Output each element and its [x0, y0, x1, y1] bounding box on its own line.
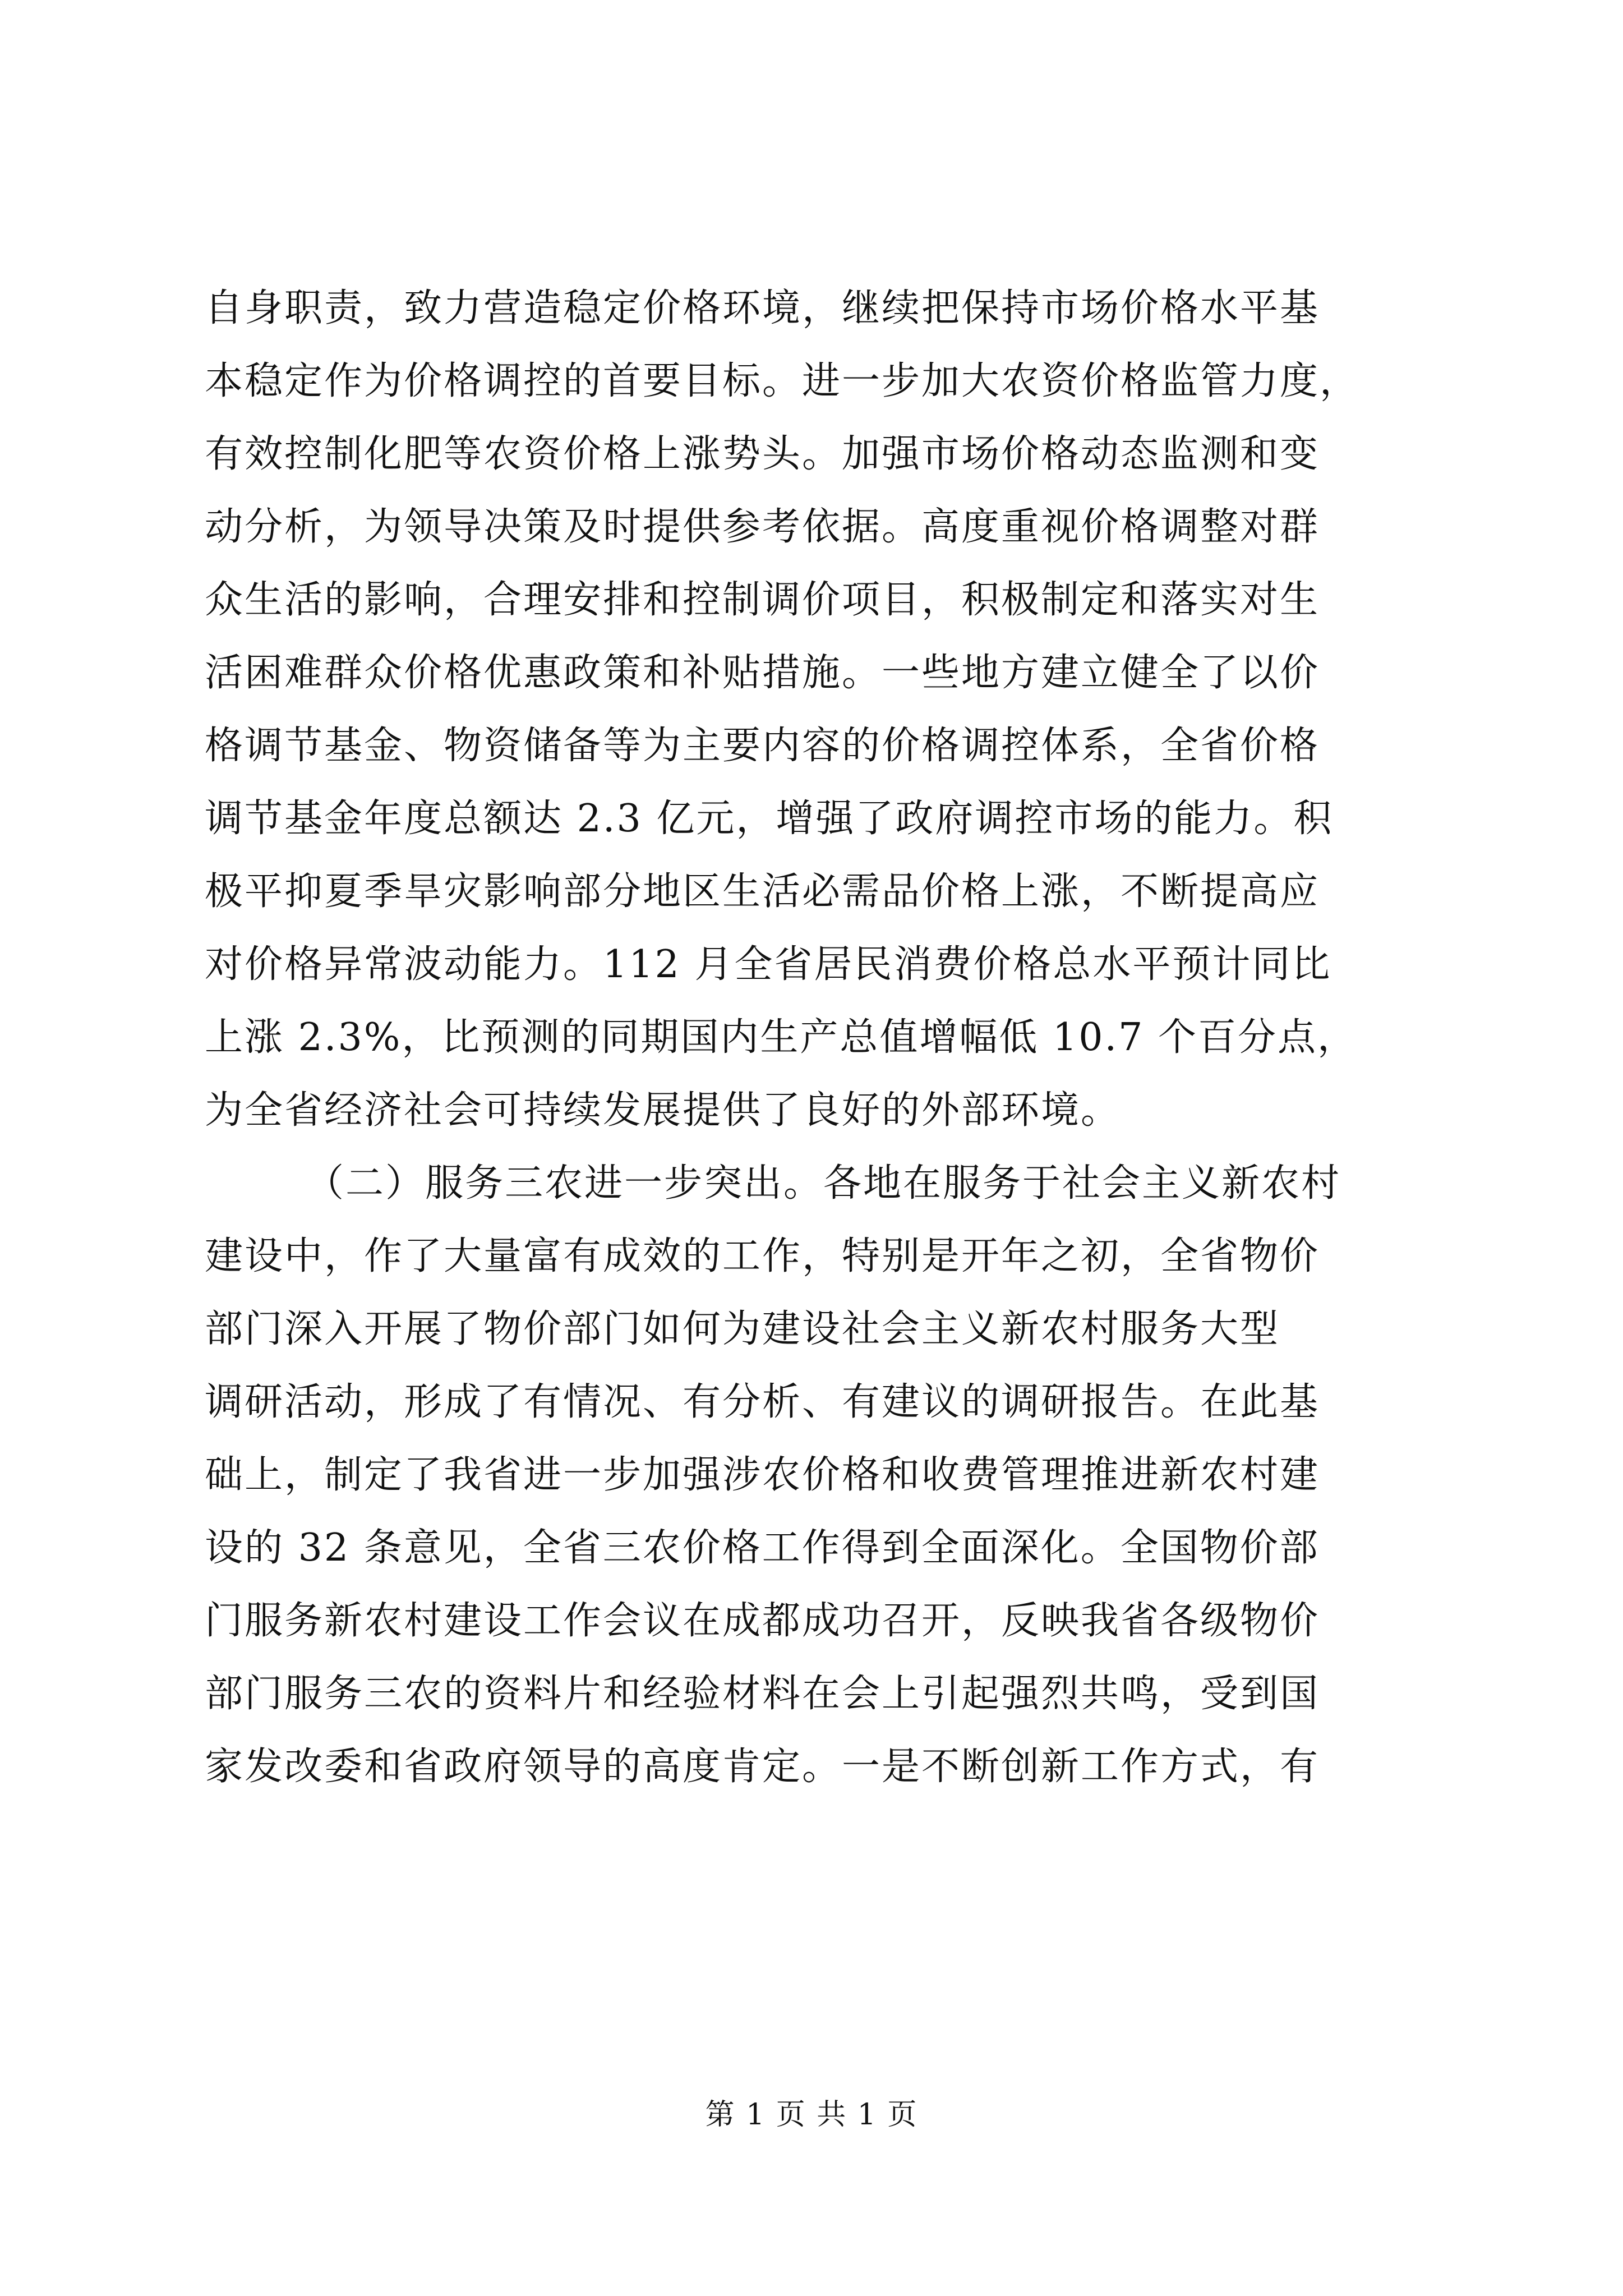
- text-line: 部门深入开展了物价部门如何为建设社会主义新农村服务大型: [205, 1307, 1280, 1351]
- text-line: 对价格异常波动能力。112 月全省居民消费价格总水平预计同比: [205, 942, 1332, 987]
- page-footer: 第 1 页 共 1 页: [705, 2098, 918, 2132]
- text-line: 本稳定作为价格调控的首要目标。进一步加大农资价格监管力度，: [205, 359, 1360, 403]
- text-line: 自身职责，致力营造稳定价格环境，继续把保持市场价格水平基: [205, 286, 1320, 330]
- text-line: 设的 32 条意见，全省三农价格工作得到全面深化。全国物价部: [205, 1526, 1320, 1570]
- text-line: 活困难群众价格优惠政策和补贴措施。一些地方建立健全了以价: [205, 651, 1320, 695]
- text-line: 调研活动，形成了有情况、有分析、有建议的调研报告。在此基: [205, 1380, 1320, 1424]
- text-line: 建设中，作了大量富有成效的工作，特别是开年之初，全省物价: [205, 1234, 1320, 1278]
- text-line: 上涨 2.3%，比预测的同期国内生产总值增幅低 10.7 个百分点，: [205, 1015, 1358, 1060]
- text-line: 为全省经济社会可持续发展提供了良好的外部环境。: [205, 1088, 1121, 1133]
- text-line: 础上，制定了我省进一步加强涉农价格和收费管理推进新农村建: [205, 1453, 1320, 1497]
- text-line: 有效控制化肥等农资价格上涨势头。加强市场价格动态监测和变: [205, 432, 1320, 476]
- text-line: 极平抑夏季旱灾影响部分地区生活必需品价格上涨，不断提高应: [205, 869, 1320, 914]
- text-line: 动分析，为领导决策及时提供参考依据。高度重视价格调整对群: [205, 505, 1320, 549]
- text-line: 部门服务三农的资料片和经验材料在会上引起强烈共鸣，受到国: [205, 1672, 1320, 1716]
- text-line: 众生活的影响，合理安排和控制调价项目，积极制定和落实对生: [205, 578, 1320, 622]
- paragraph-heading-line: （二）服务三农进一步突出。各地在服务于社会主义新农村: [306, 1161, 1341, 1205]
- text-line: 家发改委和省政府领导的高度肯定。一是不断创新工作方式，有: [205, 1745, 1320, 1789]
- text-line: 门服务新农村建设工作会议在成都成功召开，反映我省各级物价: [205, 1599, 1320, 1643]
- text-line: 格调节基金、物资储备等为主要内容的价格调控体系，全省价格: [205, 724, 1320, 768]
- text-line: 调节基金年度总额达 2.3 亿元，增强了政府调控市场的能力。积: [205, 797, 1334, 841]
